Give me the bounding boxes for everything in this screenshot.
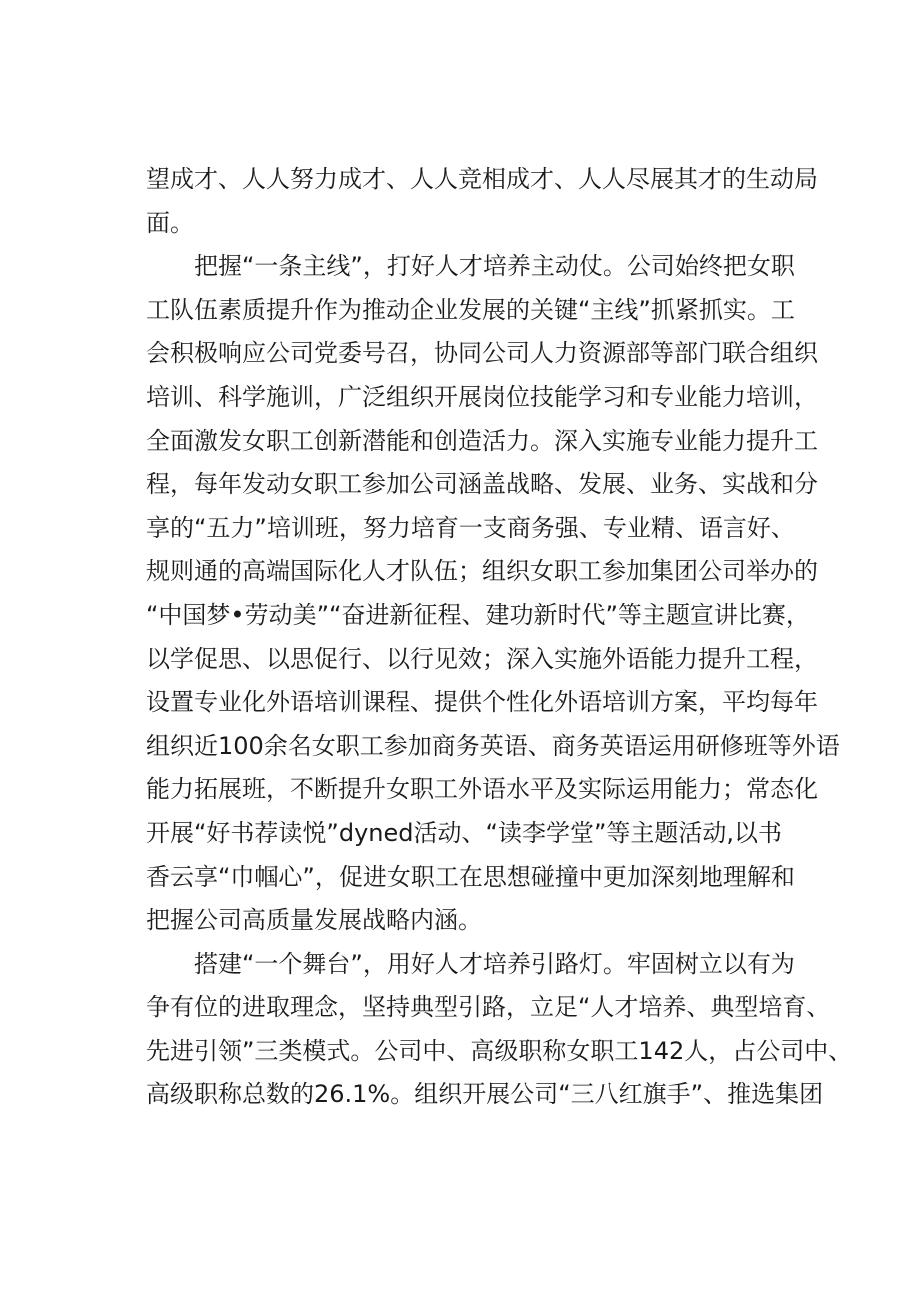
text-line: 先进引领”三类模式。公司中、高级职称女职工142人，占公司中、 <box>146 1036 853 1065</box>
text-line: 培训、科学施训，广泛组织开展岗位技能学习和专业能力培训， <box>146 382 818 411</box>
text-line: 能力拓展班，不断提升女职工外语水平及实际运用能力；常态化 <box>146 775 818 804</box>
text-line: 设置专业化外语培训课程、提供个性化外语培训方案，平均每年 <box>146 688 818 717</box>
paragraph-first-line: 搭建“一个舞台”，用好人才培养引路灯。牢固树立以有为 <box>194 949 795 978</box>
text-line: 会积极响应公司党委号召，协同公司人力资源部等部门联合组织 <box>146 339 818 368</box>
text-line: 面。 <box>146 208 194 237</box>
text-line: “中国梦•劳动美”“奋进新征程、建功新时代”等主题宣讲比赛， <box>146 600 810 629</box>
text-line: 享的“五力”培训班，努力培育一支商务强、专业精、语言好、 <box>146 513 795 542</box>
text-line: 组织近100余名女职工参加商务英语、商务英语运用研修班等外语 <box>146 731 840 760</box>
text-line: 争有位的进取理念，坚持典型引路，立足“人才培养、典型培育、 <box>146 993 831 1022</box>
text-line: 开展“好书荐读悦”dyned活动、“读李学堂”等主题活动,以书 <box>146 818 783 847</box>
text-line: 把握公司高质量发展战略内涵。 <box>146 906 482 935</box>
text-line: 高级职称总数的26.1%。组织开展公司“三八红旗手”、推选集团 <box>146 1080 824 1109</box>
text-line: 程，每年发动女职工参加公司涵盖战略、发展、业务、实战和分 <box>146 470 818 499</box>
text-line: 望成才、人人努力成才、人人竞相成才、人人尽展其才的生动局 <box>146 165 818 193</box>
body-text <box>146 158 853 1117</box>
text-line: 规则通的高端国际化人才队伍；组织女职工参加集团公司举办的 <box>146 557 818 586</box>
text-line: 以学促思、以思促行、以行见效；深入实施外语能力提升工程， <box>146 644 818 673</box>
text-line: 全面激发女职工创新潜能和创造活力。深入实施专业能力提升工 <box>146 426 818 455</box>
paragraph-first-line: 把握“一条主线”，打好人才培养主动仗。公司始终把女职 <box>194 252 795 281</box>
text-line: 工队伍素质提升作为推动企业发展的关键“主线”抓紧抓实。工 <box>146 295 795 324</box>
text-line: 香云享“巾帼心”，促进女职工在思想碰撞中更加深刻地理解和 <box>146 862 795 891</box>
